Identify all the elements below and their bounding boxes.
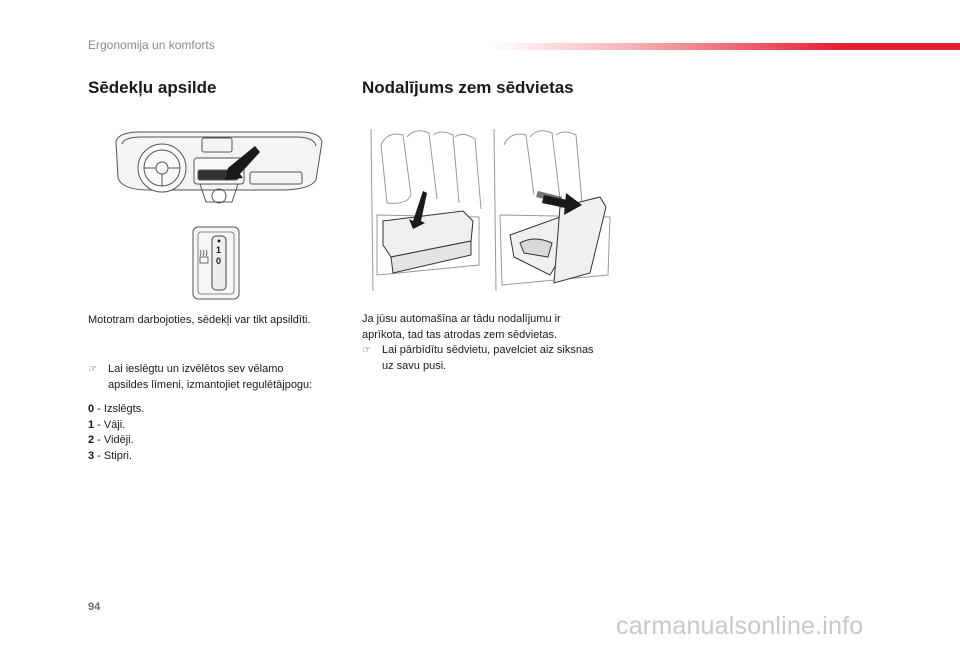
chapter-title: Ergonomija un komforts — [88, 38, 215, 52]
instruction-line-2: uz savu pusi. — [382, 359, 447, 372]
hand-pointer-icon: ☞ — [88, 364, 97, 375]
seat-heating-instruction — [88, 362, 348, 394]
under-seat-storage-illustration-1 — [367, 125, 487, 295]
level-item: 0 - Izslēgts. — [88, 403, 145, 415]
instruction-line-2: apsildes līmeni, izmantojiet regulētājpogu: — [108, 378, 313, 391]
dial-digit-one: 1 — [216, 245, 222, 255]
hand-pointer-icon: ☞ — [362, 345, 371, 356]
level-item: 1 - Vāji. — [88, 418, 126, 431]
dial-digit-zero: 0 — [216, 256, 222, 266]
under-seat-storage-illustration-2 — [490, 125, 620, 295]
storage-instruction — [362, 343, 632, 375]
level-item: 2 - Vidēji. — [88, 434, 134, 446]
level-item: 3 - Stipri. — [88, 449, 133, 462]
chapter-accent-bar — [490, 43, 960, 50]
storage-para-line-2: aprīkota, tad tas atrodas zem sēdvietas. — [362, 328, 558, 341]
instruction-line-1: Lai ieslēgtu un izvēlētos sev vēlamo — [108, 363, 284, 375]
instruction-line-1: Lai pārbīdītu sēdvietu, pavelciet aiz siksnas — [382, 344, 594, 356]
seat-heating-intro: Mototram darbojoties, sēdekļi var tikt apsildīti. — [88, 314, 311, 326]
section-title-seat-heating: Sēdekļu apsilde — [88, 78, 217, 97]
heating-levels-list — [88, 402, 144, 464]
page-number: 94 — [88, 601, 101, 613]
dashboard-illustration — [110, 128, 325, 210]
section-title-under-seat-storage: Nodalījums zem sēdvietas — [362, 78, 574, 97]
watermark: carmanualsonline.info — [616, 612, 864, 640]
storage-para-line-1: Ja jūsu automašīna ar tādu nodalījumu ir — [362, 313, 561, 325]
